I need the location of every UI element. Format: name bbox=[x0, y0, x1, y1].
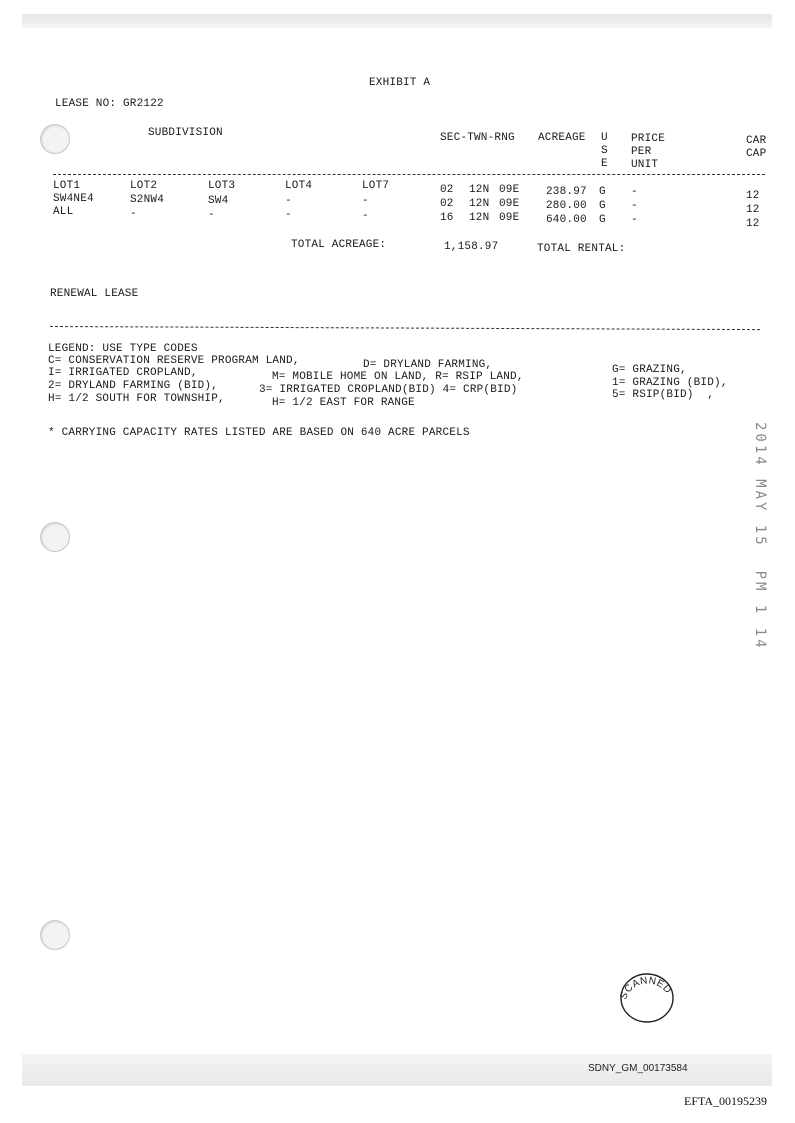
header-acreage: ACREAGE bbox=[538, 132, 586, 144]
row3-sub-4: - bbox=[285, 209, 292, 221]
row1-sub-4: LOT4 bbox=[285, 180, 313, 192]
row3-rng: 09E bbox=[499, 212, 520, 224]
legend-1: 1= GRAZING (BID), bbox=[612, 377, 728, 389]
row3-acreage: 640.00 bbox=[546, 214, 587, 226]
legend-title: LEGEND: USE TYPE CODES bbox=[48, 343, 198, 355]
legend-m: M= MOBILE HOME ON LAND, R= RSIP LAND, bbox=[272, 371, 524, 383]
row2-price: - bbox=[631, 200, 638, 212]
row3-price: - bbox=[631, 214, 638, 226]
row1-cap: 12 bbox=[746, 190, 760, 202]
row3-sec: 16 bbox=[440, 212, 454, 224]
row1-use: G bbox=[599, 186, 606, 198]
lease-number: LEASE NO: GR2122 bbox=[55, 98, 164, 110]
punch-hole-bottom bbox=[40, 920, 70, 950]
row2-acreage: 280.00 bbox=[546, 200, 587, 212]
row2-twn: 12N bbox=[469, 198, 490, 210]
scanned-stamp-icon bbox=[618, 970, 676, 1024]
legend-2: 2= DRYLAND FARMING (BID), bbox=[48, 380, 219, 392]
legend-5: 5= RSIP(BID) , bbox=[612, 389, 715, 401]
row1-rng: 09E bbox=[499, 184, 520, 196]
row1-price: - bbox=[631, 186, 638, 198]
header-use-e: E bbox=[601, 158, 608, 170]
header-car: CAR bbox=[746, 135, 767, 147]
row3-sub-5: - bbox=[362, 210, 369, 222]
row2-sub-4: - bbox=[285, 195, 292, 207]
punch-hole-middle bbox=[40, 522, 70, 552]
legend-h-south: H= 1/2 SOUTH FOR TOWNSHIP, bbox=[48, 393, 225, 405]
total-acreage-value: 1,158.97 bbox=[444, 241, 499, 253]
legend-d: D= DRYLAND FARMING, bbox=[363, 359, 493, 371]
row1-twn: 12N bbox=[469, 184, 490, 196]
date-stamp: 2014 MAY 15 PM 1 14 bbox=[752, 422, 768, 651]
header-price: PRICE bbox=[631, 133, 666, 145]
row3-use: G bbox=[599, 214, 606, 226]
legend-3: 3= IRRIGATED CROPLAND(BID) 4= CRP(BID) bbox=[259, 384, 518, 396]
scan-edge-top bbox=[22, 14, 772, 28]
header-use-u: U bbox=[601, 132, 608, 144]
row1-sec: 02 bbox=[440, 184, 454, 196]
header-subdivision: SUBDIVISION bbox=[148, 127, 223, 139]
scanned-stamp-text: SCANNED bbox=[618, 975, 674, 1002]
row3-cap: 12 bbox=[746, 218, 760, 230]
total-rental-label: TOTAL RENTAL: bbox=[537, 243, 626, 255]
renewal-lease: RENEWAL LEASE bbox=[50, 288, 139, 300]
legend-h-east: H= 1/2 EAST FOR RANGE bbox=[272, 397, 415, 409]
row2-sub-1: SW4NE4 bbox=[53, 193, 94, 205]
row3-sub-1: ALL bbox=[53, 206, 74, 218]
row3-twn: 12N bbox=[469, 212, 490, 224]
row1-sub-2: LOT2 bbox=[130, 180, 158, 192]
row1-sub-1: LOT1 bbox=[53, 180, 81, 192]
svg-text:SCANNED bbox=[618, 975, 673, 1001]
footnote: * CARRYING CAPACITY RATES LISTED ARE BASED ON 640 ACRE PARCELS bbox=[48, 427, 470, 439]
row2-sub-2: S2NW4 bbox=[130, 194, 165, 206]
row2-use: G bbox=[599, 200, 606, 212]
legend-g: G= GRAZING, bbox=[612, 364, 687, 376]
row1-acreage: 238.97 bbox=[546, 186, 587, 198]
section-divider bbox=[50, 326, 760, 330]
row2-rng: 09E bbox=[499, 198, 520, 210]
punch-hole-top bbox=[40, 124, 70, 154]
row2-sub-3: SW4 bbox=[208, 195, 229, 207]
header-cap: CAP bbox=[746, 148, 767, 160]
row2-sec: 02 bbox=[440, 198, 454, 210]
exhibit-title: EXHIBIT A bbox=[369, 77, 431, 89]
row2-sub-5: - bbox=[362, 195, 369, 207]
header-per: PER bbox=[631, 146, 652, 158]
row2-cap: 12 bbox=[746, 204, 760, 216]
header-sec-twn-rng: SEC-TWN-RNG bbox=[440, 132, 515, 144]
legend-i: I= IRRIGATED CROPLAND, bbox=[48, 367, 198, 379]
header-use-s: S bbox=[601, 145, 608, 157]
legend-c: C= CONSERVATION RESERVE PROGRAM LAND, bbox=[48, 355, 300, 367]
row1-sub-3: LOT3 bbox=[208, 180, 236, 192]
bates-number-sdny: SDNY_GM_00173584 bbox=[588, 1063, 688, 1074]
header-unit: UNIT bbox=[631, 159, 659, 171]
row3-sub-2: - bbox=[130, 208, 137, 220]
header-divider bbox=[53, 174, 765, 175]
total-acreage-label: TOTAL ACREAGE: bbox=[291, 239, 387, 251]
row1-sub-5: LOT7 bbox=[362, 180, 390, 192]
row3-sub-3: - bbox=[208, 209, 215, 221]
bates-number-efta: EFTA_00195239 bbox=[684, 1094, 768, 1108]
